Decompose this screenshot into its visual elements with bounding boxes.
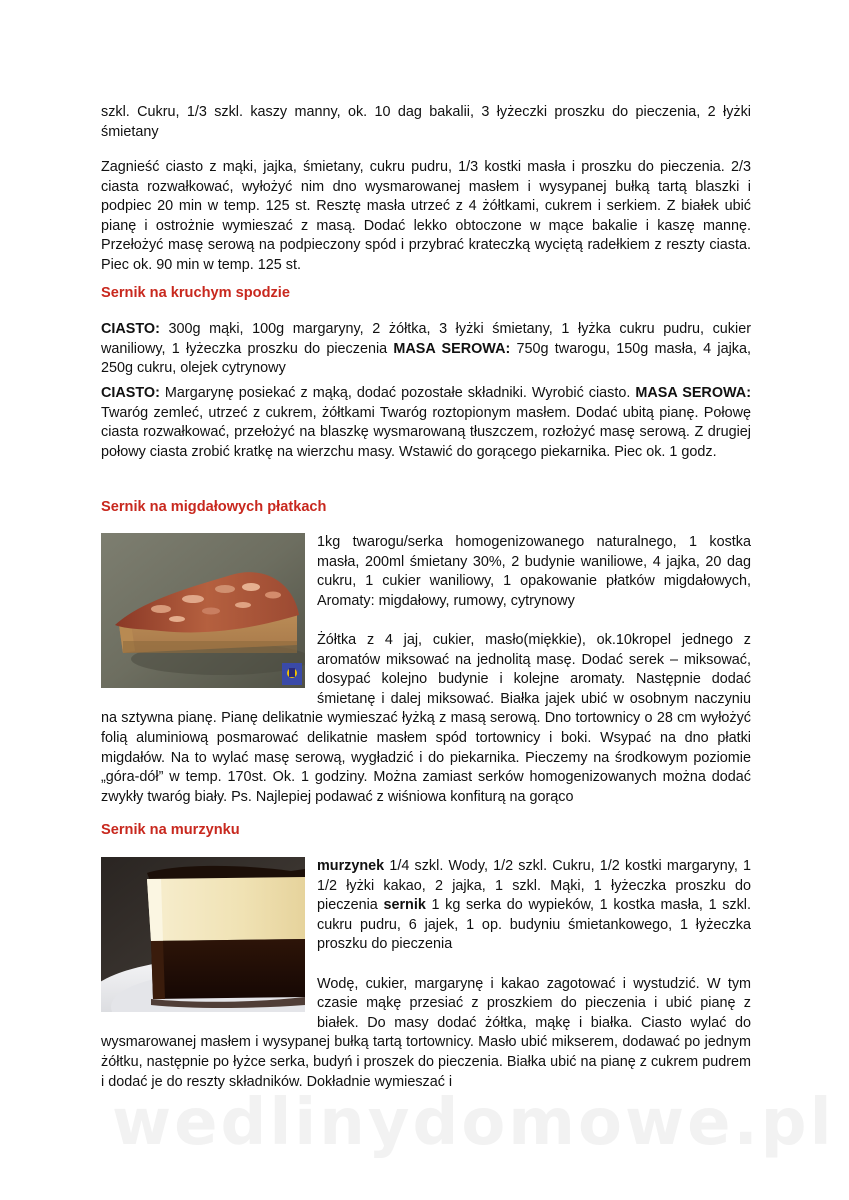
recipe-title-murzynek: Sernik na murzynku (101, 822, 240, 838)
method-label-ciasto: CIASTO: (101, 385, 160, 401)
murzynek-ingredients-text: 1/4 szkl. Wody, 1/2 szkl. Cukru, 1/2 kostki margaryny, 1 1/2 łyżki kakao, 2 jajka, 1 szkl. Mąki, 1 łyżeczka proszku do pieczenia (317, 858, 751, 914)
cheesecake-brownie-photo (101, 857, 305, 1012)
recipe-murzynek-body (101, 857, 751, 1092)
label-ciasto: CIASTO: (101, 321, 160, 337)
sernik-ingredients-text: 1 kg serka do wypieków, 1 kostka masła, 1 szkl. cukru pudru, 6 jajek, 1 op. budyniu śmietankowego, 1 łyżeczka proszku do pieczenia (317, 897, 751, 953)
intro-ingredients: szkl. Cukru, 1/3 szkl. kaszy manny, ok. 10 dag bakalii, 3 łyżeczki proszku do pieczenia, 2 łyżki śmietany (101, 104, 751, 140)
watermark: wedlinydomowe.pl (112, 1086, 835, 1160)
recipe-kruchy-ingredients (101, 320, 751, 379)
recipe-kruchy-method (101, 384, 751, 462)
method-masa: Twaróg zemleć, utrzeć z cukrem, żółtkami Twaróg roztopionym masłem. Dodać ubitą pianę. Połowę ciasta rozwałkować, przełożyć na blaszkę wysmarowaną tłuszczem, rozłożyć masę serową. Z drugiej połowy ciasta zrobić kratkę na wierzchu masy. Wstawić do gorącego piekarnika. Piec ok. 1 godz. (101, 404, 751, 460)
label-sernik: sernik (383, 897, 426, 914)
migdalowy-ingredients: 1kg twarogu/serka homogenizowanego naturalnego, 1 kostka masła, 200ml śmietany 30%, 2 budynie waniliowe, 4 jajka, 20 dag cukru, 1 cukier waniliowy, 1 opakowanie płatków migdałowych, Aromaty: migdałowy, rumowy, cytrynowy (317, 534, 751, 609)
recipe-migdalowy-body (101, 533, 751, 807)
method-ciasto: Margarynę posiekać z mąką, dodać pozostałe składniki. Wyrobić ciasto. (159, 385, 636, 401)
recipe-title-migdalowy: Sernik na migdałowych płatkach (101, 499, 327, 515)
migdalowy-method: Żółtka z 4 jaj, cukier, masło(miękkie), ok.10kropel jednego z aromatów miksować na jednolitą masę. Dodać serek – miksować, dosypać kolejno budynie i kolejne aromaty. Następnie dodać śmietanę i dalej miksować. Białka jajek ubić w osobnym naczyniu na sztywna pianę. Pianę delikatnie wymieszać łyżką z masą serową. Dno tortownicy o 28 cm wyłożyć folią aluminiową posmarować delikatnie masłem spód tortownicy i boki. Wsypać na dno płatki migdałów. Na to wylać masę serową, wygładzić i do piekarnika. Pieczemy na środkowym poziomie „góra-dół” w temp. 170st. Ok. 1 godziny. Można zamiast serków homogenizowanych można dodać zwykły twaróg biały. Ps. Najlepiej podawać z wiśniowa konfiturą na gorąco (101, 631, 751, 805)
ciasto-ingredients: 300g mąki, 100g margaryny, 2 żółtka, 3 łyżki śmietany, 1 łyżka cukru pudru, cukier waniliowy, 1 łyżeczka proszku do pieczenia (101, 321, 751, 357)
method-label-masa: MASA SEROWA: (635, 385, 751, 401)
cheesecake-almond-photo (101, 533, 305, 688)
recipe-title-kruchy: Sernik na kruchym spodzie (101, 285, 290, 301)
masa-ingredients: 750g twarogu, 150g masła, 4 jajka, 250g cukru, olejek cytrynowy (101, 340, 752, 377)
intro-method: Zagnieść ciasto z mąki, jajka, śmietany, cukru pudru, 1/3 kostki masła i proszku do pieczenia. 2/3 ciasta rozwałkować, wyłożyć nim dno wysmarowanej masłem i wysypanej bułką tartą blaszki i podpiec 20 min w temp. 125 st. Resztę masła utrzeć z 4 żółtkami, cukrem i serkiem. Z białek ubić pianę i ostrożnie wymieszać z masą. Dodać lekko obtoczone w mące bakalie i kaszę mannę. Przełożyć masę serową na podpieczony spód i przybrać krateczką wyciętą radełkiem z reszty ciasta. Piec ok. 90 min w temp. 125 st. (101, 159, 751, 273)
label-masa-serowa: MASA SEROWA: (393, 340, 511, 357)
murzynek-method: Wodę, cukier, margarynę i kakao zagotować i wystudzić. W tym czasie mąkę przesiać z proszkiem do pieczenia i ubić pianę z białek. Do masy dodać żółtka, mąkę i białka. Ciasto wylać do wysmarowanej masłem i wysypanej bułką tartą tortownicy. Masło ubić mikserem, dodawać po jednym żółtku, następnie po łyżce serka, budyń i proszek do pieczenia. Białka ubić na pianę z cukrem pudrem i dodać je do reszty składników. Dokładnie wymieszać i (101, 975, 751, 1090)
label-murzynek: murzynek (317, 858, 385, 874)
